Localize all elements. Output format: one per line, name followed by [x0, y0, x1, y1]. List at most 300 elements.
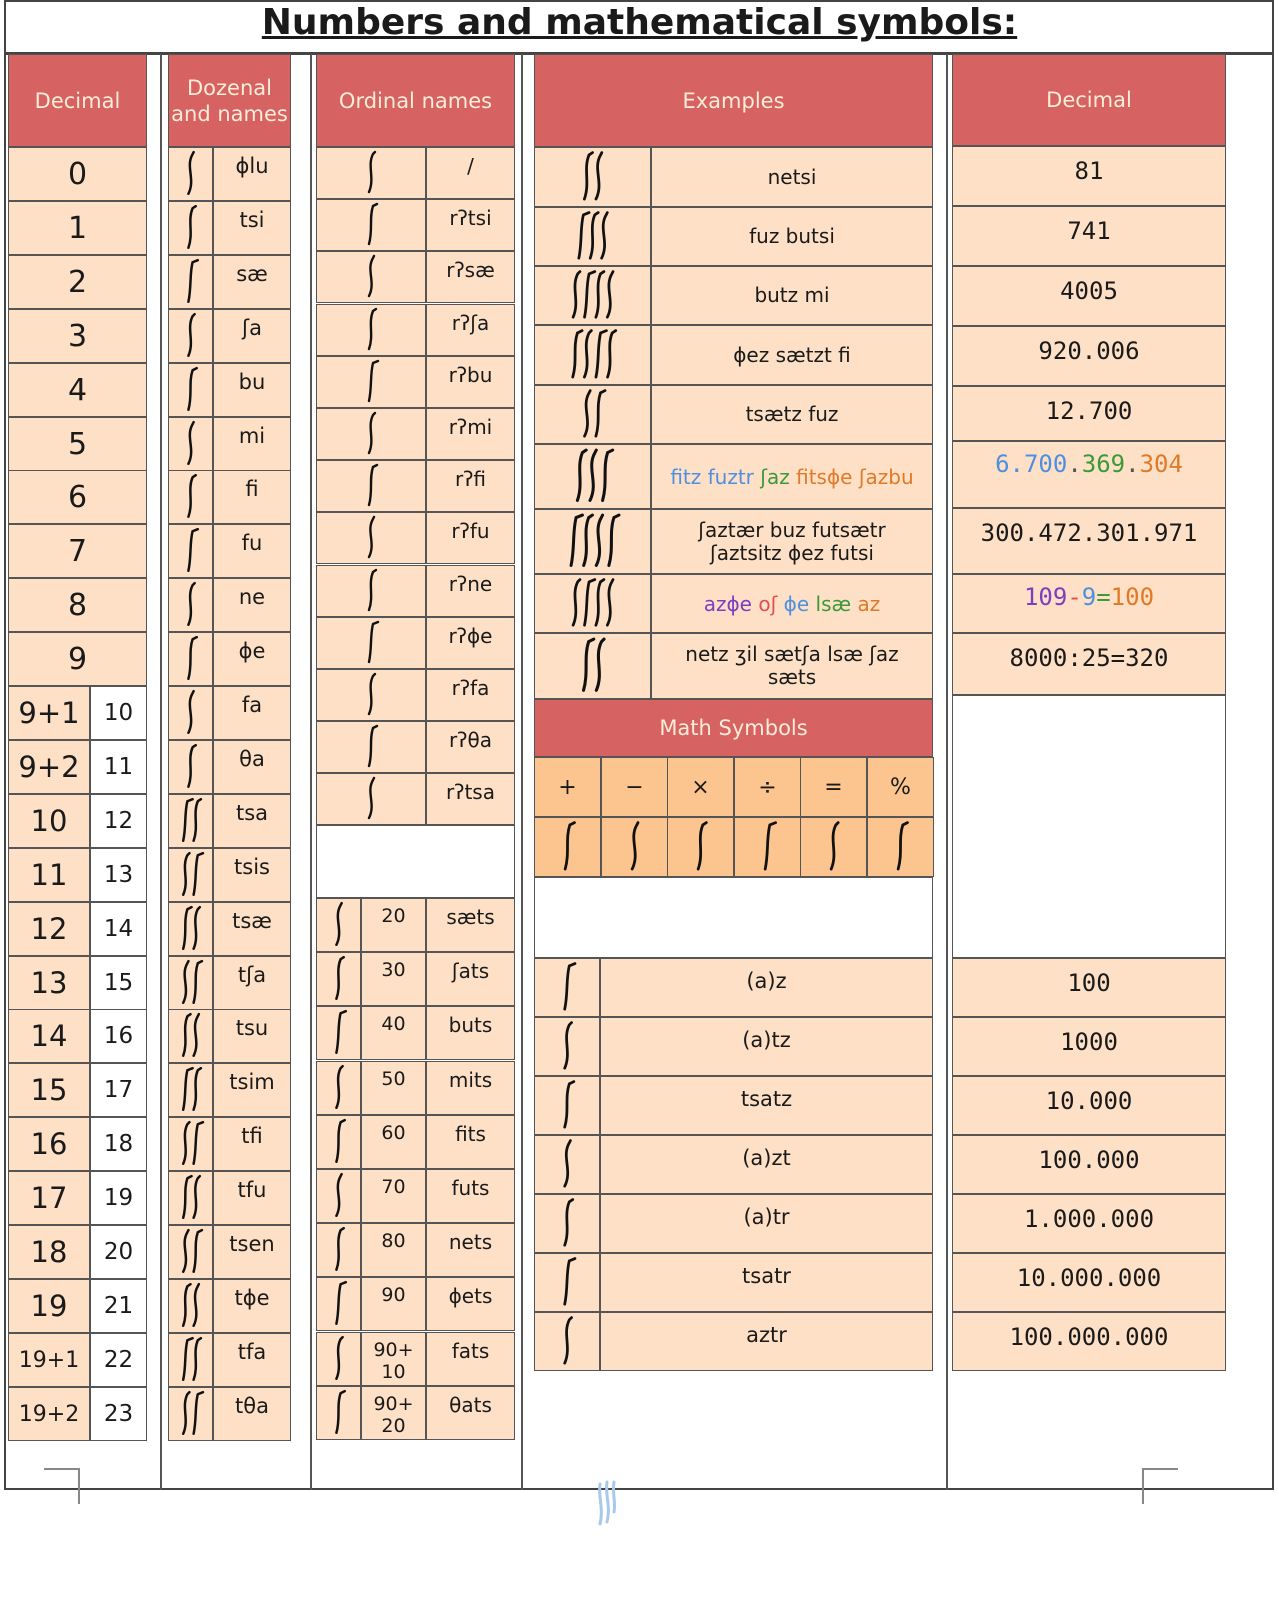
dozenal-name-cell: fa: [213, 686, 291, 740]
tens-name-cell: fits: [426, 1115, 515, 1169]
example-name-cell: [651, 574, 933, 633]
dozenal-name-cell: ɸlu: [213, 147, 291, 201]
ordinal-name-cell: rʔθa: [426, 721, 515, 773]
example-value-cell: 4005: [952, 266, 1226, 326]
colored-text: fuztr: [707, 464, 761, 489]
script-glyph-icon: [535, 267, 650, 324]
script-glyph-icon: [317, 899, 360, 951]
script-glyph-cell: [316, 408, 426, 460]
script-glyph-icon: [169, 795, 212, 847]
script-glyph-cell: [316, 1277, 361, 1331]
tens-number-cell: 20: [361, 898, 426, 952]
script-glyph-icon: [535, 818, 600, 876]
script-glyph-cell: [534, 574, 651, 633]
script-glyph-icon: [169, 957, 212, 1009]
script-glyph-cell: [316, 898, 361, 952]
examples-header: Examples: [534, 54, 933, 147]
ordinal-name-cell: rʔmi: [426, 408, 515, 460]
script-glyph-icon: [169, 525, 212, 577]
script-glyph-cell: [316, 356, 426, 408]
colored-text: az: [857, 591, 881, 616]
example-name-cell: netsi: [651, 147, 933, 207]
script-glyph-icon: [169, 579, 212, 631]
ordinal-name-cell: /: [426, 147, 515, 199]
script-glyph-icon: [169, 1226, 212, 1278]
script-glyph-icon: [317, 200, 425, 250]
dozenal-name-cell: tsis: [213, 848, 291, 902]
ordinal-name-cell: rʔʃa: [426, 304, 515, 356]
script-glyph-cell: [534, 1194, 600, 1253]
script-glyph-icon: [317, 953, 360, 1005]
script-glyph-cell: [316, 1115, 361, 1169]
script-glyph-icon: [535, 1077, 599, 1134]
script-glyph-icon: [535, 386, 650, 443]
script-glyph-icon: [317, 1224, 360, 1276]
script-glyph-cell: [800, 817, 867, 877]
colored-text: 304: [1139, 450, 1183, 478]
ordinal-name-cell: rʔfi: [426, 460, 515, 512]
decimal-sum-cell: 16: [8, 1117, 90, 1171]
script-glyph-icon: [535, 1136, 599, 1193]
colored-text: fitsɸe: [796, 464, 859, 489]
script-glyph-cell: [168, 1279, 213, 1333]
script-glyph-icon: [169, 1010, 212, 1062]
decimal-cell: 6: [8, 470, 147, 524]
dozenal-name-cell: tfa: [213, 1333, 291, 1387]
colored-text: =: [1096, 583, 1111, 611]
script-glyph-cell: [168, 740, 213, 794]
colored-text: .: [1067, 450, 1082, 478]
script-glyph-icon: [169, 256, 212, 308]
decimal-sum-cell: 11: [8, 848, 90, 902]
tens-name-cell: nets: [426, 1223, 515, 1277]
ordinal-name-cell: rʔfu: [426, 512, 515, 564]
script-glyph-icon: [169, 418, 212, 470]
colored-text: 9: [1081, 583, 1097, 611]
colored-text: fitz: [670, 464, 708, 489]
power-name-cell: tsatr: [600, 1253, 933, 1312]
decimal-sum-cell: 19+1: [8, 1333, 90, 1387]
colored-text: .: [1125, 450, 1140, 478]
tens-number-cell: 70: [361, 1169, 426, 1223]
script-glyph-icon: [169, 1334, 212, 1386]
decimal-number-cell: 11: [90, 740, 147, 794]
dozenal-name-cell: fi: [213, 470, 291, 524]
script-glyph-cell: [316, 952, 361, 1006]
values-blank-cell: [952, 695, 1226, 958]
dozenal-name-cell: bu: [213, 363, 291, 417]
script-glyph-cell: [534, 325, 651, 385]
script-glyph-icon: [169, 310, 212, 362]
dozenal-name-cell: tsu: [213, 1009, 291, 1063]
decimal-sum-cell: 14: [8, 1009, 90, 1063]
script-glyph-icon: [668, 818, 733, 876]
script-glyph-icon: [868, 818, 933, 876]
script-glyph-icon: [317, 774, 425, 824]
power-value-cell: 10.000: [952, 1076, 1226, 1135]
math-symbol-cell: +: [534, 757, 601, 817]
script-glyph-cell: [316, 1169, 361, 1223]
decimal-sum-cell: 19: [8, 1279, 90, 1333]
tens-name-cell: mits: [426, 1061, 515, 1115]
colored-text: 100: [1110, 583, 1155, 611]
example-value-cell: 8000:25=320: [952, 633, 1226, 695]
decimal-number-cell: 15: [90, 956, 147, 1010]
math-symbol-cell: ×: [667, 757, 734, 817]
colored-text: azɸe: [703, 591, 759, 616]
script-glyph-icon: [317, 252, 425, 302]
colored-text: oʃ: [758, 591, 784, 616]
script-glyph-icon: [535, 959, 599, 1016]
decimal-cell: 9: [8, 632, 147, 686]
script-glyph-cell: [168, 1009, 213, 1063]
tens-name-cell: ɸets: [426, 1277, 515, 1331]
script-glyph-cell: [168, 309, 213, 363]
examples-blank-cell: [534, 877, 933, 958]
script-glyph-cell: [534, 1017, 600, 1076]
script-glyph-icon: [317, 722, 425, 772]
script-glyph-cell: [316, 147, 426, 199]
colored-text: 6.700: [995, 450, 1068, 478]
script-glyph-icon: [317, 670, 425, 720]
script-glyph-cell: [168, 1387, 213, 1441]
power-value-cell: 1000: [952, 1017, 1226, 1076]
script-glyph-icon: [317, 1278, 360, 1330]
tens-name-cell: ʃats: [426, 952, 515, 1006]
script-glyph-cell: [168, 1063, 213, 1117]
script-glyph-cell: [601, 817, 668, 877]
script-glyph-icon: [169, 1064, 212, 1116]
power-value-cell: 100.000: [952, 1135, 1226, 1194]
dozenal-name-cell: tθa: [213, 1387, 291, 1441]
script-glyph-cell: [168, 201, 213, 255]
script-glyph-cell: [168, 686, 213, 740]
script-glyph-cell: [168, 956, 213, 1010]
script-glyph-cell: [534, 444, 651, 509]
decimal-header: Decimal: [8, 54, 147, 147]
power-name-cell: (a)tz: [600, 1017, 933, 1076]
script-glyph-icon: [535, 1018, 599, 1075]
script-glyph-icon: [317, 409, 425, 459]
example-name-cell: netz ʒil sætʃa lsæ ʃaz sæts: [651, 633, 933, 699]
script-glyph-icon: [535, 1313, 599, 1370]
script-glyph-icon: [317, 1387, 360, 1439]
script-glyph-cell: [316, 199, 426, 251]
script-glyph-icon: [317, 513, 425, 563]
decimal-number-cell: 10: [90, 686, 147, 740]
ordinal-name-cell: rʔtsi: [426, 199, 515, 251]
dozenal-name-cell: tfu: [213, 1171, 291, 1225]
colored-text: ɸe: [783, 591, 816, 616]
example-value-cell: [952, 574, 1226, 633]
example-value-cell: 920.006: [952, 326, 1226, 386]
page-title: Numbers and mathematical symbols:: [261, 2, 1018, 43]
decimal-number-cell: 23: [90, 1387, 147, 1441]
script-glyph-cell: [316, 1006, 361, 1060]
example-name-cell: ɸez sætzt fi: [651, 325, 933, 385]
script-glyph-cell: [168, 1117, 213, 1171]
script-glyph-icon: [169, 1172, 212, 1224]
dozenal-name-cell: ʃa: [213, 309, 291, 363]
script-glyph-icon: [535, 575, 650, 632]
script-glyph-cell: [168, 363, 213, 417]
corner-mark: [1142, 1468, 1178, 1504]
script-glyph-icon: [317, 305, 425, 355]
dozenal-name-cell: tsi: [213, 201, 291, 255]
script-glyph-icon: [169, 148, 212, 200]
script-glyph-icon: [317, 1062, 360, 1114]
script-glyph-cell: [316, 251, 426, 303]
script-glyph-icon: [535, 1195, 599, 1252]
script-glyph-icon: [317, 1333, 360, 1385]
example-name-cell: tsætz fuz: [651, 385, 933, 444]
script-glyph-cell: [534, 1253, 600, 1312]
script-glyph-cell: [316, 1223, 361, 1277]
decimal-sum-cell: 12: [8, 902, 90, 956]
script-glyph-icon: [535, 445, 650, 508]
ordinal-name-cell: rʔɸe: [426, 617, 515, 669]
decimal-number-cell: 17: [90, 1063, 147, 1117]
script-glyph-icon: [801, 818, 866, 876]
column-divider: [310, 54, 312, 1490]
script-glyph-cell: [534, 385, 651, 444]
script-glyph-cell: [168, 794, 213, 848]
script-glyph-icon: [317, 1007, 360, 1059]
example-value-cell: 12.700: [952, 386, 1226, 441]
script-glyph-cell: [316, 617, 426, 669]
decimal-cell: 0: [8, 147, 147, 201]
power-value-cell: 100: [952, 958, 1226, 1017]
example-value-cell: 300.472.301.971: [952, 508, 1226, 574]
power-value-cell: 10.000.000: [952, 1253, 1226, 1312]
tens-number-cell: 90+ 10: [361, 1332, 426, 1386]
decimal-number-cell: 16: [90, 1009, 147, 1063]
script-glyph-icon: [735, 818, 800, 876]
script-glyph-icon: [535, 1254, 599, 1311]
script-glyph-cell: [168, 632, 213, 686]
decimal-cell: 5: [8, 417, 147, 471]
decimal-sum-cell: 13: [8, 956, 90, 1010]
script-glyph-cell: [534, 1135, 600, 1194]
ordinal-name-cell: rʔne: [426, 565, 515, 617]
script-glyph-icon: [317, 1170, 360, 1222]
dozenal-name-cell: tsen: [213, 1225, 291, 1279]
tens-number-cell: 30: [361, 952, 426, 1006]
decimal-sum-cell: 18: [8, 1225, 90, 1279]
decimal-cell: 4: [8, 363, 147, 417]
decimal-values-header: Decimal: [952, 54, 1226, 146]
dozenal-header: Dozenal and names: [168, 54, 291, 147]
script-glyph-icon: [535, 510, 650, 573]
script-glyph-icon: [535, 148, 650, 206]
dozenal-name-cell: tfi: [213, 1117, 291, 1171]
decimal-sum-cell: 10: [8, 794, 90, 848]
corner-mark: [44, 1468, 80, 1504]
decimal-sum-cell: 9+1: [8, 686, 90, 740]
decimal-cell: 2: [8, 255, 147, 309]
colored-text: ʃaz: [760, 464, 797, 489]
math-symbol-cell: −: [601, 757, 668, 817]
dozenal-name-cell: sæ: [213, 255, 291, 309]
ordinal-name-cell: rʔsæ: [426, 251, 515, 303]
script-glyph-cell: [867, 817, 934, 877]
script-glyph-cell: [316, 1332, 361, 1386]
script-glyph-icon: [317, 566, 425, 616]
math-symbol-cell: =: [800, 757, 867, 817]
script-glyph-icon: [169, 364, 212, 416]
decimal-number-cell: 13: [90, 848, 147, 902]
tens-number-cell: 90: [361, 1277, 426, 1331]
decimal-sum-cell: 17: [8, 1171, 90, 1225]
script-glyph-cell: [534, 207, 651, 266]
script-glyph-cell: [168, 255, 213, 309]
decimal-number-cell: 18: [90, 1117, 147, 1171]
ordinal-name-cell: rʔbu: [426, 356, 515, 408]
script-glyph-icon: [169, 633, 212, 685]
ordinal-header: Ordinal names: [316, 54, 515, 147]
script-glyph-cell: [534, 147, 651, 207]
decimal-sum-cell: 15: [8, 1063, 90, 1117]
power-name-cell: (a)tr: [600, 1194, 933, 1253]
dozenal-name-cell: fu: [213, 524, 291, 578]
dozenal-name-cell: ne: [213, 578, 291, 632]
example-name-cell: butz mi: [651, 266, 933, 325]
script-glyph-icon: [169, 202, 212, 254]
dozenal-name-cell: tʃa: [213, 956, 291, 1010]
script-glyph-icon: [535, 634, 650, 698]
script-glyph-cell: [168, 524, 213, 578]
decimal-number-cell: 12: [90, 794, 147, 848]
dozenal-name-cell: tsæ: [213, 902, 291, 956]
decimal-number-cell: 22: [90, 1333, 147, 1387]
column-divider: [160, 54, 162, 1490]
script-glyph-cell: [316, 565, 426, 617]
page-number-glyph-icon: [592, 1478, 622, 1530]
script-glyph-cell: [168, 1333, 213, 1387]
ordinal-name-cell: rʔtsa: [426, 773, 515, 825]
script-glyph-icon: [602, 818, 667, 876]
math-symbol-cell: %: [867, 757, 934, 817]
script-glyph-cell: [667, 817, 734, 877]
dozenal-name-cell: mi: [213, 417, 291, 471]
colored-text: -: [1067, 583, 1082, 611]
script-glyph-cell: [316, 773, 426, 825]
decimal-number-cell: 19: [90, 1171, 147, 1225]
script-glyph-icon: [169, 849, 212, 901]
ordinal-name-cell: rʔfa: [426, 669, 515, 721]
script-glyph-icon: [317, 148, 425, 198]
script-glyph-cell: [168, 147, 213, 201]
dozenal-name-cell: tɸe: [213, 1279, 291, 1333]
script-glyph-cell: [316, 460, 426, 512]
dozenal-name-cell: tsa: [213, 794, 291, 848]
tens-number-cell: 50: [361, 1061, 426, 1115]
decimal-cell: 7: [8, 524, 147, 578]
colored-text: 369: [1081, 450, 1126, 478]
script-glyph-cell: [168, 1225, 213, 1279]
script-glyph-cell: [168, 1171, 213, 1225]
tens-name-cell: futs: [426, 1169, 515, 1223]
dozenal-name-cell: tsim: [213, 1063, 291, 1117]
script-glyph-icon: [169, 1280, 212, 1332]
power-name-cell: aztr: [600, 1312, 933, 1371]
power-value-cell: 100.000.000: [952, 1312, 1226, 1371]
script-glyph-cell: [316, 304, 426, 356]
script-glyph-icon: [535, 326, 650, 384]
power-name-cell: (a)z: [600, 958, 933, 1017]
power-name-cell: (a)zt: [600, 1135, 933, 1194]
example-value-cell: 81: [952, 146, 1226, 206]
colored-text: 109: [1023, 583, 1068, 611]
decimal-cell: 8: [8, 578, 147, 632]
script-glyph-cell: [316, 721, 426, 773]
column-divider: [946, 54, 948, 1490]
decimal-cell: 1: [8, 201, 147, 255]
script-glyph-icon: [317, 357, 425, 407]
tens-name-cell: buts: [426, 1006, 515, 1060]
script-glyph-cell: [168, 902, 213, 956]
math-symbol-cell: ÷: [734, 757, 801, 817]
tens-number-cell: 40: [361, 1006, 426, 1060]
dozenal-name-cell: θa: [213, 740, 291, 794]
tens-number-cell: 60: [361, 1115, 426, 1169]
script-glyph-cell: [168, 470, 213, 524]
math-symbols-header: Math Symbols: [534, 699, 933, 757]
power-name-cell: tsatz: [600, 1076, 933, 1135]
example-name-cell: ʃaztær buz futsætr ʃaztsitz ɸez futsi: [651, 509, 933, 574]
decimal-number-cell: 14: [90, 902, 147, 956]
tens-number-cell: 80: [361, 1223, 426, 1277]
power-value-cell: 1.000.000: [952, 1194, 1226, 1253]
dozenal-name-cell: ɸe: [213, 632, 291, 686]
example-name-cell: fuz butsi: [651, 207, 933, 266]
script-glyph-icon: [169, 1388, 212, 1440]
script-glyph-cell: [534, 1312, 600, 1371]
script-glyph-cell: [316, 512, 426, 564]
tens-name-cell: θats: [426, 1386, 515, 1440]
script-glyph-cell: [534, 817, 601, 877]
script-glyph-cell: [534, 266, 651, 325]
tens-name-cell: fats: [426, 1332, 515, 1386]
script-glyph-icon: [169, 687, 212, 739]
script-glyph-icon: [169, 1118, 212, 1170]
script-glyph-icon: [169, 903, 212, 955]
script-glyph-cell: [168, 578, 213, 632]
colored-text: ʃazbu: [858, 464, 914, 489]
script-glyph-cell: [534, 1076, 600, 1135]
script-glyph-icon: [317, 1116, 360, 1168]
decimal-sum-cell: 19+2: [8, 1387, 90, 1441]
tens-number-cell: 90+ 20: [361, 1386, 426, 1440]
script-glyph-cell: [534, 958, 600, 1017]
script-glyph-cell: [316, 1386, 361, 1440]
decimal-cell: 3: [8, 309, 147, 363]
script-glyph-icon: [535, 208, 650, 265]
script-glyph-icon: [169, 741, 212, 793]
script-glyph-cell: [734, 817, 801, 877]
script-glyph-icon: [317, 461, 425, 511]
script-glyph-icon: [317, 618, 425, 668]
decimal-number-cell: 20: [90, 1225, 147, 1279]
script-glyph-icon: [169, 471, 212, 523]
script-glyph-cell: [534, 633, 651, 699]
script-glyph-cell: [168, 848, 213, 902]
decimal-number-cell: 21: [90, 1279, 147, 1333]
example-value-cell: [952, 441, 1226, 508]
script-glyph-cell: [316, 669, 426, 721]
column-divider: [521, 54, 523, 1490]
decimal-sum-cell: 9+2: [8, 740, 90, 794]
